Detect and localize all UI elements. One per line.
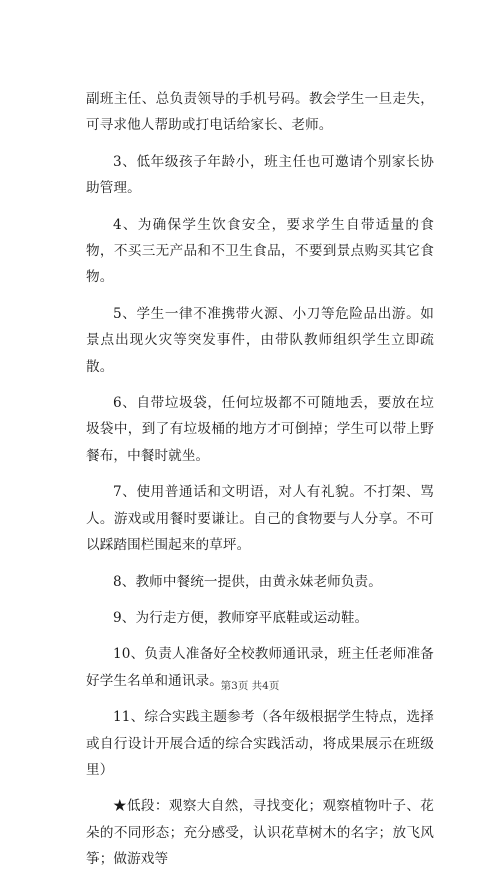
document-body — [86, 86, 434, 873]
paragraph-7: 8、教师中餐统一提供，由黄永妹老师负责。 — [113, 573, 382, 590]
paragraph-2: 3、低年级孩子年龄小，班主任也可邀请个别家长协助管理。 — [86, 153, 434, 197]
paragraph-6: 7、使用普通话和文明语，对人有礼貌。不打架、骂人。游戏或用餐时要谦让。自己的食物要与人分享。不可以踩踏围栏围起来的草坪。 — [86, 484, 434, 554]
page-footer: 第3页 共4页 — [220, 680, 280, 692]
paragraph-4: 5、学生一律不准携带火源、小刀等危险品出游。如景点出现火灾等突发事件，由带队教师组织学生立即疏散。 — [86, 305, 434, 375]
paragraph-1: 副班主任、总负责领导的手机号码。教会学生一旦走失，可寻求他人帮助或打电话给家长、老师。 — [86, 91, 434, 134]
paragraph-10: 11、综合实践主题参考（各年级根据学生特点，选择或自行设计开展合适的综合实践活动，将成果展示在班级里） — [86, 709, 434, 778]
paragraph-8: 9、为行走方便，教师穿平底鞋或运动鞋。 — [113, 609, 369, 626]
paragraph-5: 6、自带垃圾袋，任何垃圾都不可随地丢，要放在垃圾袋中，到了有垃圾桶的地方才可倒掉；学生可以带上野餐布，中餐时就坐。 — [86, 395, 434, 464]
paragraph-11: ★低段：观察大自然，寻找变化；观察植物叶子、花朵的不同形态；充分感受，认识花草树木的名字；放飞风筝；做游戏等 — [86, 798, 434, 868]
paragraph-9: 10、负责人准备好全校教师通讯录，班主任老师准备好学生名单和通讯录。 — [86, 646, 434, 689]
paragraph-3: 4、为确保学生饮食安全，要求学生自带适量的食物，不买三无产品和不卫生食品，不要到景点购买其它食物。 — [86, 216, 434, 286]
